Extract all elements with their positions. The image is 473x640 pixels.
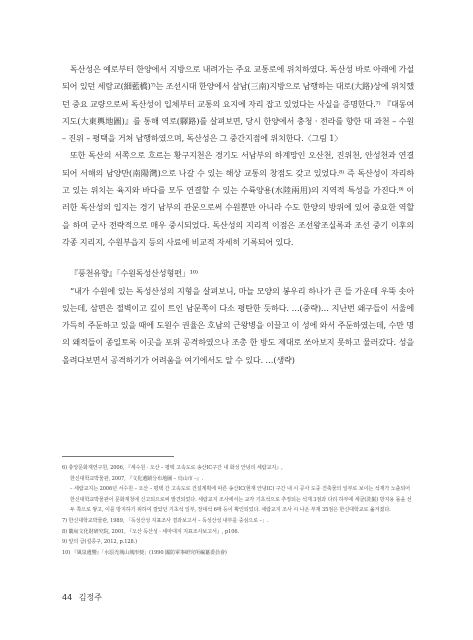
footnote-10: 10) 『風泉遺響』「水原禿城山城形便」(1990 國防軍事硏究所編纂委員會) (62, 549, 227, 556)
paragraph-1: 독산성은 예로부터 한양에서 지방으로 내려가는 주요 교통로에 위치하였다. 독산성 바로 아래에 가설되어 있던 세람교(細藍橋)⁷⁾는 조선시대 한양에서 삼남(三南)지방으로 남행하는 대로(大路)상에 위치했던 중요 교량으로써 독산성이 입체부터 교통의 요지에 자리 잡고 있었다는 사실을 증명한다.⁷⁾ 『대동여지도(大東輿地圖)』를 통해 역로(驛路)를 살펴보면, 당시 한양에서 충청 · 전라를 향한 대 과천 – 수원 – 진위 – 평택을 거쳐 남행하였으며, 독산성은 그 중간지점에 위치한다.〈그림 1〉 (62, 64, 414, 144)
author-name: 김정주 (78, 593, 102, 602)
page-number: 44 (62, 593, 73, 602)
main-body (62, 61, 414, 369)
footnote-6-note: – 세람교지는 2006년 서수원 – 오산 – 평택 간 고속도로 건설계획에 따른 송산IC(현재 안녕IC) 구간 내 시 공사 도중 건축물의 일부로 보이는 석재가 노출되어 한신대학교박물관이 문화재청에 신고되으로써 발견되었다. 세람교지 조사에서는 교각 기초석으로 추정되는 석재 3점과 다리 하부에 세굴(洗掘) 방지용 돌을 선두 쪽으로 쌓고, 이를 방지하기 위하여 깔았던 기초석 일부, 장대석 6매 등이 확인되었다. 세람교지 조사 시 나온 부재 35점은 한신대학교로 옮겨졌다. (70, 486, 412, 514)
paragraph-2: 또한 독산의 서쪽으로 흐르는 황구지천은 경기도 서남부의 하계망인 오산천, 진위천, 안성천과 연결되어 서해의 남양만(南陽灣)으로 나갈 수 있는 해상 교통의 창점도 갖고 있었다.⁸⁾ 즉 독산성이 자리하고 있는 위치는 육지와 바다를 모두 연결할 수 있는 수륙양용(水陸兩用)의 지역적 특성을 가진다.⁹⁾ 이러한 독산성의 입지는 경기 남부의 관문으로써 수원뿐만 아니라 수도 한양의 방위에 있어 중요한 역할을 하며 군사 전략적으로 매우 중시되었다. 독산성의 지리적 이점은 조선왕조실록과 조선 중기 이후의 각종 지리지, 수원부읍지 등의 사료에 비교적 자세히 기록되어 있다. (62, 150, 414, 247)
footnote-6: 6) 충앙문화재연구원, 2006, 『세수원 · 오산 – 평택 고속도로 송산IC구간 내 화성 안녕리 세람교지』, (62, 465, 283, 471)
quote-title: 『풍천유향』「수원독성산성형편」¹⁰⁾ (70, 268, 198, 279)
footnote-9: 9) 앞의 글(설종구, 2012, p.128.) (62, 539, 138, 546)
footnotes (62, 463, 414, 558)
running-footer (62, 592, 106, 603)
footnote-6-continued: 한신대학교박물관, 2007, 『文化遺蹟分布地圖 – 烏山市 –』. (70, 475, 204, 482)
footnote-8: 8) 畿甸文化財硏究院, 2001, 『오산 독산성 · 세마대지 지표조사보고서』, p106. (62, 528, 239, 535)
footnote-divider (62, 456, 174, 457)
quote-text: “내가 수원에 있는 독성산성의 지형을 살펴보니, 마늘 모양의 봉우리 하나가 큰 들 가운데 우뚝 솟아 있는데, 삼면은 절벽이고 깊이 트인 남문쪽이 다소 평탄한 듯하다. …(중략)… 지난번 왜구들이 서울에 가득히 주둔하고 있을 때에 도원수 권율은 호남의 근왕병을 이끌고 이 성에 와서 주둔하였는데, 수만 명의 왜적들이 종일토록 이곳을 포위 공격하였으나 조총 한 방도 제대로 쏘아보지 못하고 물러갔다. 성을 올려다보면서 공격하기가 어려움을 여기에서도 알 수 있다. …(생략) (62, 285, 414, 365)
footnote-7: 7) 한신대학교박물관, 1989, 「독성산성 지표조사 결과보고서 – 독성산성 내부를 중심으로 –」. (62, 517, 269, 524)
